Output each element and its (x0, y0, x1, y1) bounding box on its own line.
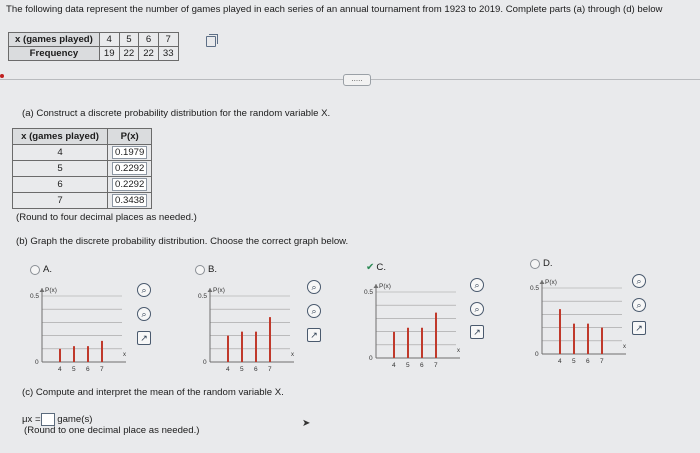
probability-input[interactable]: 0.3438 (112, 194, 147, 207)
y-axis-arrow (374, 284, 379, 288)
y-axis-label: P(x) (379, 283, 391, 290)
option-label: A. (43, 264, 53, 275)
x-value: 6 (13, 177, 108, 193)
unit-label: game(s) (57, 414, 93, 426)
graph-option-c (364, 272, 470, 372)
y-tick-label: 0.5 (30, 293, 40, 300)
graph-option-a (30, 276, 140, 376)
zero-label: 0 (535, 351, 539, 358)
expand-icon[interactable]: ↗ (470, 325, 484, 339)
expand-icon[interactable]: ↗ (137, 331, 151, 345)
x-cell: 5 (119, 33, 139, 47)
x-cell: 6 (139, 33, 159, 47)
x-value: 5 (13, 161, 108, 177)
x-tick-label: 5 (406, 362, 410, 369)
x-axis-label: x (457, 348, 460, 354)
zoom-in-icon[interactable]: ⌕ (137, 283, 151, 297)
x-cell: 7 (158, 33, 178, 47)
x-value: 7 (13, 193, 108, 209)
freq-cell: 22 (139, 47, 159, 61)
col-x-header: x (games played) (13, 129, 108, 145)
graph-option-b (198, 276, 306, 376)
x-tick-label: 6 (254, 366, 258, 373)
zero-label: 0 (369, 355, 373, 362)
probability-table (12, 128, 152, 209)
mu-label: μx = (22, 414, 41, 426)
check-icon: ✔ (366, 262, 375, 274)
col-p-header: P(x) (108, 129, 152, 145)
graph-option-d (530, 268, 634, 368)
x-tick-label: 4 (226, 366, 230, 373)
x-tick-label: 7 (268, 366, 272, 373)
part-c-question: (c) Compute and interpret the mean of the random variable X. (22, 387, 284, 398)
x-tick-label: 7 (100, 366, 104, 373)
x-tick-label: 6 (86, 366, 90, 373)
radio-button[interactable] (195, 265, 205, 275)
frequency-table (8, 32, 179, 61)
y-axis-label: P(x) (213, 287, 225, 294)
x-tick-label: 4 (558, 358, 562, 365)
y-axis-label: P(x) (545, 279, 557, 286)
zoom-out-icon[interactable]: ⌕ (632, 298, 646, 312)
zoom-out-icon[interactable]: ⌕ (137, 307, 151, 321)
y-tick-label: 0.5 (198, 293, 208, 300)
problem-intro: The following data represent the number of games played in each series of an annual tournament from 1923 to 2019. Complete parts (a) through (d) below (6, 4, 663, 15)
y-tick-label: 0.5 (364, 289, 374, 296)
x-value: 4 (13, 145, 108, 161)
rounding-note-a: (Round to four decimal places as needed.) (16, 212, 197, 223)
zoom-out-icon[interactable]: ⌕ (307, 304, 321, 318)
y-axis-arrow (40, 288, 45, 292)
x-axis-label: x (291, 352, 294, 358)
probability-input[interactable]: 0.2292 (112, 162, 147, 175)
freq-cell: 22 (119, 47, 139, 61)
zoom-in-icon[interactable]: ⌕ (632, 274, 646, 288)
x-tick-label: 5 (240, 366, 244, 373)
probability-input[interactable]: 0.2292 (112, 178, 147, 191)
option-label: C. (376, 262, 386, 273)
x-tick-label: 5 (572, 358, 576, 365)
freq-cell: 33 (158, 47, 178, 61)
zoom-in-icon[interactable]: ⌕ (307, 280, 321, 294)
y-tick-label: 0.5 (530, 285, 540, 292)
part-b-question: (b) Graph the discrete probability distribution. Choose the correct graph below. (16, 236, 349, 247)
expand-icon[interactable]: ↗ (307, 328, 321, 342)
probability-input[interactable]: 0.1979 (112, 146, 147, 159)
x-cell: 4 (99, 33, 119, 47)
more-button[interactable]: ..... (343, 74, 371, 86)
radio-button[interactable] (530, 259, 540, 269)
zero-label: 0 (35, 359, 39, 366)
option-label: B. (208, 264, 218, 275)
option-b[interactable] (195, 264, 217, 275)
option-a[interactable] (30, 264, 52, 275)
radio-button[interactable] (30, 265, 40, 275)
mouse-cursor-icon: ➤ (302, 418, 311, 429)
y-axis-arrow (540, 280, 545, 284)
rounding-note-c: (Round to one decimal place as needed.) (24, 425, 200, 436)
x-axis-label: x (623, 344, 626, 350)
marker-dot (0, 74, 4, 78)
option-label: D. (543, 258, 553, 269)
x-tick-label: 7 (600, 358, 604, 365)
zoom-in-icon[interactable]: ⌕ (470, 278, 484, 292)
x-tick-label: 7 (434, 362, 438, 369)
x-axis-label: x (123, 352, 126, 358)
x-tick-label: 6 (586, 358, 590, 365)
x-tick-label: 4 (58, 366, 62, 373)
frequency-header: Frequency (9, 47, 100, 61)
freq-cell: 19 (99, 47, 119, 61)
y-axis-arrow (208, 288, 213, 292)
x-tick-label: 6 (420, 362, 424, 369)
y-axis-label: P(x) (45, 287, 57, 294)
expand-icon[interactable]: ↗ (632, 321, 646, 335)
copy-data-icon[interactable] (206, 36, 216, 47)
x-header: x (games played) (9, 33, 100, 47)
zero-label: 0 (203, 359, 207, 366)
part-a-question: (a) Construct a discrete probability distribution for the random variable X. (22, 108, 331, 119)
x-tick-label: 5 (72, 366, 76, 373)
zoom-out-icon[interactable]: ⌕ (470, 302, 484, 316)
x-tick-label: 4 (392, 362, 396, 369)
